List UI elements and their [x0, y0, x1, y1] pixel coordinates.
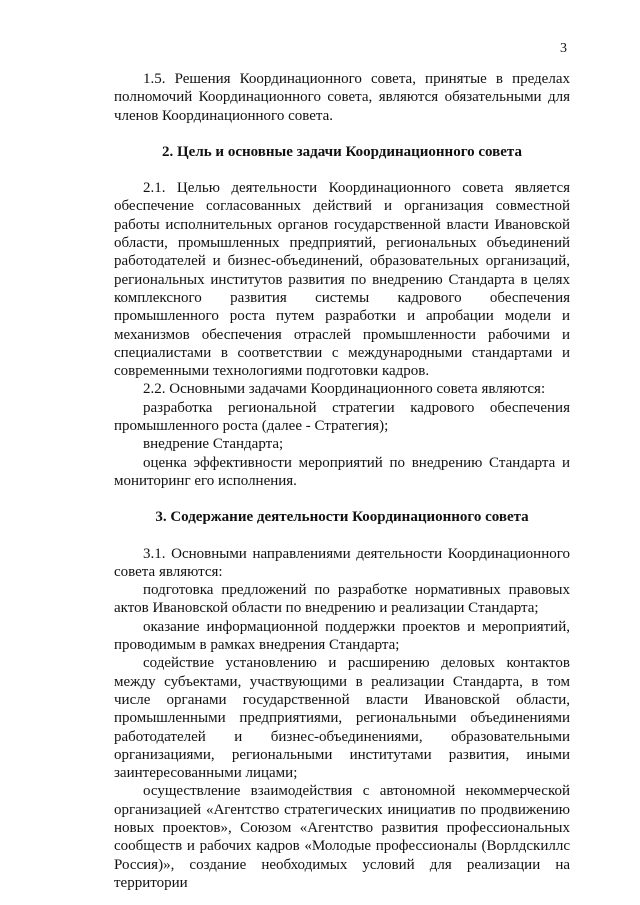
list-item-standard: внедрение Стандарта;: [143, 436, 284, 453]
paragraph-3-1: 3.1. Основными направлениями деятельности Координационного совета являются:: [114, 545, 570, 580]
list-item-cooperation: осуществление взаимодействия с автономной некоммерческой организацией «Агентство стратегических инициатив по продвижению новых проектов», Союзом «Агентство развития профессиональных сообществ и рабочих кадров «Молодые профессионалы (Ворлдскиллс Россия)», создание необходимых условий для реализации на территории: [114, 783, 570, 891]
list-item-evaluation: оценка эффективности мероприятий по внедрению Стандарта и мониторинг его исполнения.: [114, 454, 570, 489]
list-item-contacts: содействие установлению и расширению деловых контактов между субъектами, участвующими в реализации Стандарта, в том числе органами государственной власти Ивановской области, промышленными предприятиями, региональными объединениями работодателей и бизнес-объединениями, образовательными организациями, региональными институтами развития, иными заинтересованными лицами;: [114, 655, 570, 782]
list-item-info-support: оказание информационной поддержки проектов и мероприятий, проводимым в рамках внедрения Стандарта;: [114, 618, 570, 654]
list-item-proposals: подготовка предложений по разработке нормативных правовых актов Ивановской области по внедрению и реализации Стандарта;: [114, 582, 570, 617]
document-body: [114, 70, 570, 892]
section-heading-3: 3. Содержание деятельности Координационного совета: [155, 509, 529, 526]
list-item-strategy: разработка региональной стратегии кадрового обеспечения промышленного роста (далее - Стратегия);: [114, 399, 570, 435]
section-heading-2: 2. Цель и основные задачи Координационного совета: [162, 143, 522, 160]
paragraph-1-5: 1.5. Решения Координационного совета, принятые в пределах полномочий Координационного совета, являются обязательными для членов Координационного совета.: [114, 71, 570, 124]
page-number: 3: [560, 41, 567, 56]
paragraph-2-2: 2.2. Основными задачами Координационного совета являются:: [143, 381, 546, 398]
paragraph-2-1: 2.1. Целью деятельности Координационного совета является обеспечение согласованных действий и организация совместной работы исполнительных органов государственной власти Ивановской области, промышленных предприятий, региональных объединений работодателей и бизнес-объединений, образовательных организаций, региональных институтов развития по внедрению Стандарта в целях комплексного развития системы кадрового обеспечения промышленного роста путем разработки и апробации модели и механизмов обеспечения отраслей промышленности рабочими и специалистами в соответствии с международными стандартами и современными технологиями подготовки кадров.: [114, 180, 570, 380]
